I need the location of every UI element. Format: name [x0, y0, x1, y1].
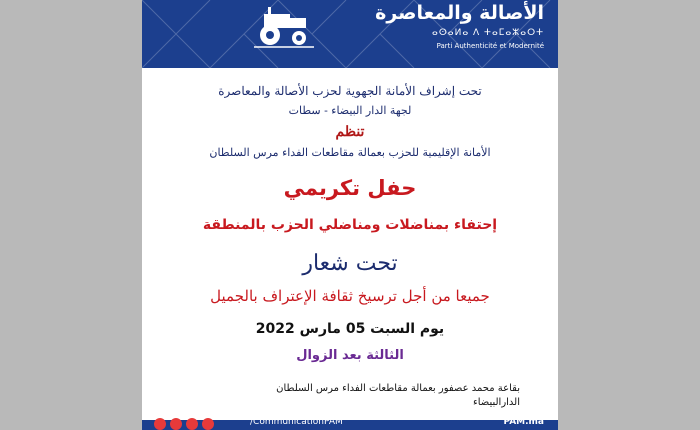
- social-handle[interactable]: /CommunicationPAM: [250, 417, 343, 427]
- instagram-icon[interactable]: [186, 418, 198, 430]
- party-name-arabic: الأصالة والمعاصرة: [375, 2, 544, 24]
- slogan: جميعا من أجل ترسيخ ثقافة الإعتراف بالجميل: [210, 287, 490, 305]
- region-line: لجهة الدار البيضاء - سطات: [288, 104, 412, 117]
- venue-line: بقاعة محمد عصفور بعمالة مقاطعات الفداء مرس السلطان: [276, 383, 520, 394]
- event-subtitle: إحتفاء بمناضلات ومناضلي الحزب بالمنطقة: [202, 217, 498, 233]
- event-time: الثالثة بعد الزوال: [296, 348, 404, 363]
- tractor-icon: [254, 4, 314, 48]
- party-name-amazigh: ⴰⵙⴰⵍⴰ ⴷ ⵜⴰⵎⴰⵣⴰⵔⵜ: [432, 28, 544, 38]
- website-link[interactable]: PAM.ma: [503, 417, 544, 427]
- organizes-label: تنظم: [335, 124, 365, 140]
- twitter-icon[interactable]: [170, 418, 182, 430]
- slogan-intro: تحت شعار: [302, 251, 398, 276]
- facebook-icon[interactable]: [154, 418, 166, 430]
- social-icons: [154, 418, 214, 430]
- venue-city: الدارالبيضاء: [473, 397, 520, 408]
- patronage-line: تحت إشراف الأمانة الجهوية لحزب الأصالة والمعاصرة: [218, 84, 482, 98]
- event-date: يوم السبت 05 مارس 2022: [255, 321, 445, 337]
- event-title: حفل تكريمي: [283, 176, 417, 200]
- party-name-french: Parti Authenticité et Modernité: [436, 42, 544, 50]
- youtube-icon[interactable]: [202, 418, 214, 430]
- header-banner: [142, 0, 558, 68]
- footer-bar: [142, 417, 558, 430]
- invitation-sheet: [142, 0, 558, 430]
- organizer-line: الأمانة الإقليمية للحزب بعمالة مقاطعات الفداء مرس السلطان: [209, 146, 491, 159]
